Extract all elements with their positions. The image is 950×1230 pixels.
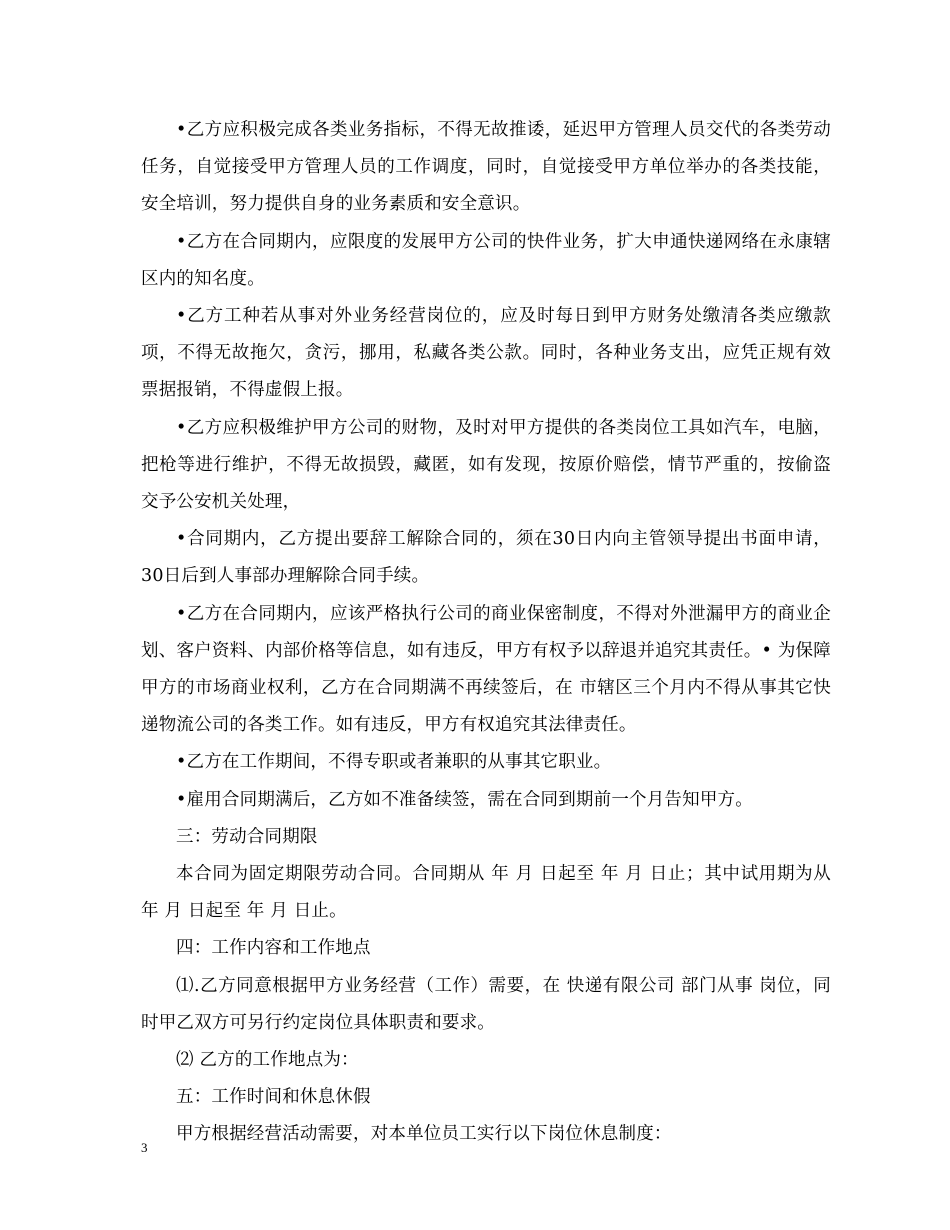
paragraph-5: •合同期内，乙方提出要辞工解除合同的，须在30日内向主管领导提出书面申请，30日后到人事部办理解除合同手续。: [141, 529, 831, 587]
section-heading-work-content: 四：工作内容和工作地点: [176, 938, 371, 959]
paragraph-2: •乙方在合同期内，应限度的发展甲方公司的快件业务，扩大申通快递网络在永康辖区内的知名度。: [141, 231, 831, 289]
paragraph-10: 本合同为固定期限劳动合同。合同期从 年 月 日起至 年 月 日止；其中试用期为从 年 月 日起至 年 月 日止。: [141, 864, 831, 922]
paragraph-12: ⑴.乙方同意根据甲方业务经营（工作）需要，在 快递有限公司 部门从事 岗位，同时甲乙双方可另行约定岗位具体职责和要求。: [141, 975, 831, 1033]
paragraph-15: 甲方根据经营活动需要，对本单位员工实行以下岗位休息制度：: [176, 1124, 672, 1145]
paragraph-1: •乙方应积极完成各类业务指标，不得无故推诿，延迟甲方管理人员交代的各类劳动任务，自觉接受甲方管理人员的工作调度，同时，自觉接受甲方单位举办的各类技能，安全培训，努力提供自身的业务素质和安全意识。: [141, 120, 831, 215]
section-heading-term: 三：劳动合同期限: [176, 826, 318, 847]
body-text: [141, 112, 831, 1154]
paragraph-7: •乙方在工作期间，不得专职或者兼职的从事其它职业。: [176, 752, 612, 773]
paragraph-8: •雇用合同期满后，乙方如不准备续签，需在合同到期前一个月告知甲方。: [176, 789, 753, 810]
page-number: 3: [141, 1140, 148, 1155]
paragraph-13: ⑵ 乙方的工作地点为：: [176, 1050, 359, 1071]
paragraph-6: •乙方在合同期内，应该严格执行公司的商业保密制度，不得对外泄漏甲方的商业企划、客户资料、内部价格等信息，如有违反，甲方有权予以辞退并追究其责任。• 为保障甲方的市场商业权利，乙方在合同期满不再续签后，在 市辖区三个月内不得从事其它快递物流公司的各类工作。如有违反，甲方有权追究其法律责任。: [141, 603, 831, 736]
section-heading-work-time: 五：工作时间和休息休假: [176, 1087, 371, 1108]
paragraph-4: •乙方应积极维护甲方公司的财物，及时对甲方提供的各类岗位工具如汽车，电脑，把枪等进行维护，不得无故损毁，藏匿，如有发现，按原价赔偿，情节严重的，按偷盗交予公安机关处理，: [141, 417, 831, 513]
paragraph-3: •乙方工种若从事对外业务经营岗位的，应及时每日到甲方财务处缴清各类应缴款项，不得无故拖欠，贪污，挪用，私藏各类公款。同时，各种业务支出，应凭正规有效票据报销，不得虚假上报。: [141, 306, 831, 401]
